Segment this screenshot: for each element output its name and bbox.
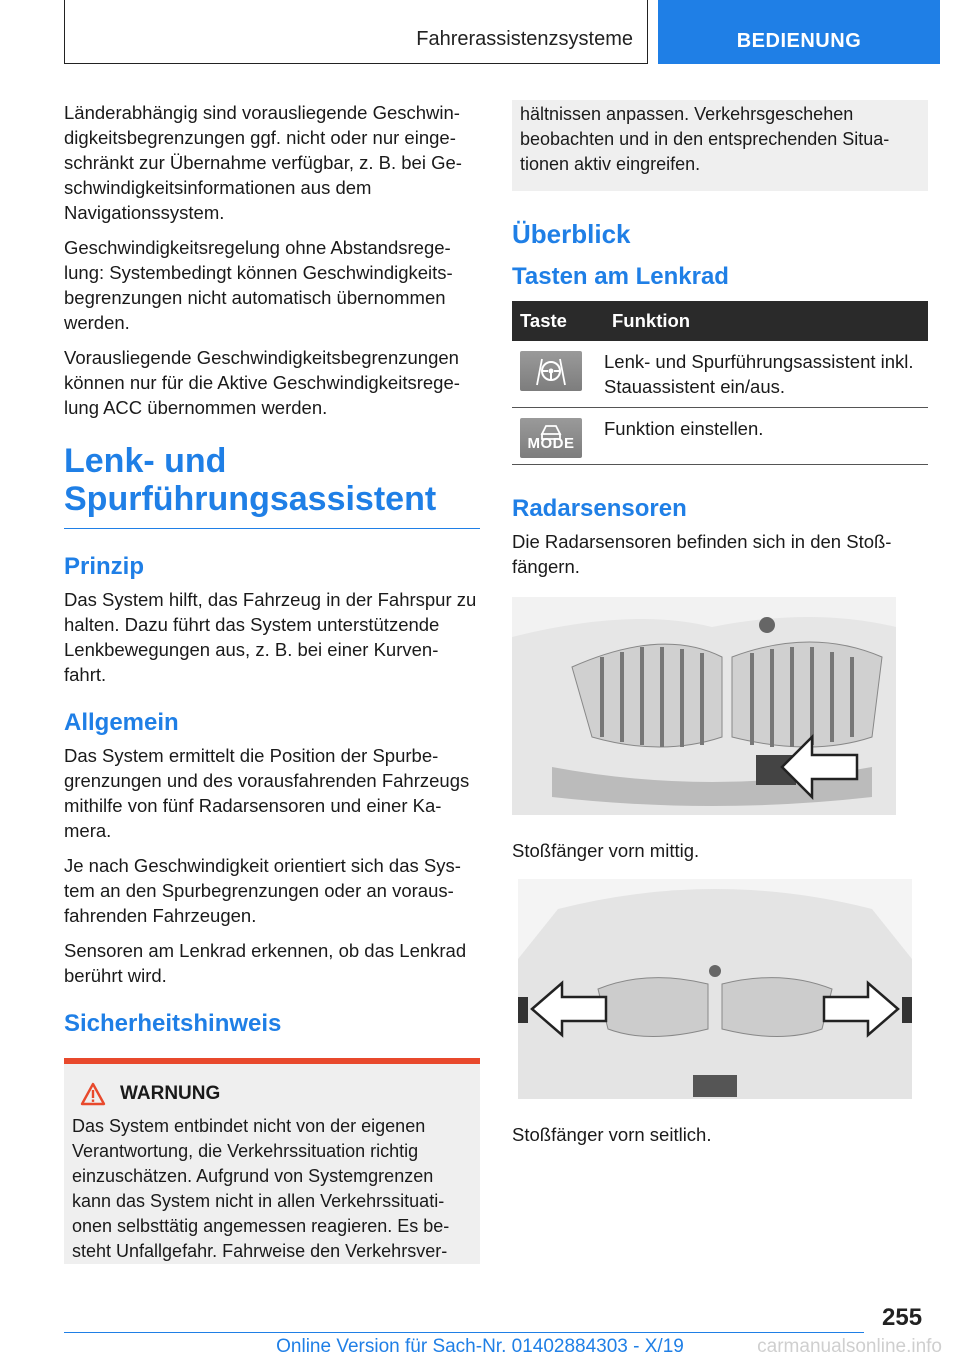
- table-cell-icon: [512, 408, 604, 465]
- table-row: [512, 408, 928, 465]
- header-section-box: [64, 0, 648, 64]
- table-cell-function: Funktion einstellen.: [604, 408, 928, 465]
- caption-side: Stoßfänger vorn seitlich.: [512, 1124, 712, 1145]
- bumper-side-image: [518, 879, 912, 1099]
- lane-assist-icon: [520, 351, 582, 391]
- allgemein-paragraph-2: Je nach Geschwindigkeit orientiert sich das Sys-tem an den Spurbegrenzungen oder an voraus-fahrenden Fahrzeugen.: [64, 855, 461, 926]
- intro-paragraph-2: Geschwindigkeitsregelung ohne Abstandsrege-lung: Systembedingt können Geschwindigkeits-begrenzungen nicht automatisch übernommen werden.: [64, 237, 453, 333]
- right-column: [512, 100, 928, 1147]
- header-section-title: Fahrerassistenzsysteme: [416, 28, 633, 50]
- table-row: [512, 341, 928, 408]
- prinzip-text: Das System hilft, das Fahrzeug in der Fahrspur zu halten. Dazu führt das System unterstützende Lenkbewegungen aus, z. B. bei einer Kurven-fahrt.: [64, 589, 477, 685]
- allgemein-paragraph-1: Das System ermittelt die Position der Spurbe-grenzungen und des vorausfahrenden Fahrzeugs mithilfe von fünf Radarsensoren und einer Ka-mera.: [64, 745, 470, 841]
- buttons-heading: Tasten am Lenkrad: [512, 263, 729, 290]
- overview-heading: Überblick: [512, 219, 631, 249]
- buttons-table: [512, 301, 928, 465]
- warning-triangle-icon: [80, 1082, 106, 1106]
- radar-text: Die Radarsensoren befinden sich in den Stoß-fängern.: [512, 531, 892, 577]
- table-cell-function: Lenk- und Spurführungsassistent inkl. Stauassistent ein/aus.: [604, 341, 928, 408]
- main-heading: Lenk- und Spurführungsassistent: [64, 442, 480, 529]
- warning-box: [64, 1058, 480, 1264]
- prinzip-heading: Prinzip: [64, 553, 145, 580]
- intro-paragraph-3: Vorausliegende Geschwindigkeitsbegrenzungen können nur für die Aktive Geschwindigkeitsrege-lung ACC übernommen werden.: [64, 347, 460, 418]
- warning-label: WARNUNG: [120, 1083, 221, 1104]
- table-cell-icon: [512, 341, 604, 408]
- online-version-footer: Online Version für Sach-Nr. 01402884303 - X/19: [276, 1336, 684, 1357]
- allgemein-paragraph-3: Sensoren am Lenkrad erkennen, ob das Lenkrad berührt wird.: [64, 940, 467, 986]
- watermark: carmanualsonline.info: [757, 1336, 942, 1357]
- caption-center: Stoßfänger vorn mittig.: [512, 840, 700, 861]
- page-number: 255: [882, 1304, 923, 1331]
- footer-line: [64, 1332, 864, 1333]
- mode-label: MODE: [527, 435, 575, 452]
- table-header-function: Funktion: [604, 301, 928, 341]
- mode-button-icon: [520, 418, 582, 458]
- left-column: [64, 100, 480, 1264]
- radar-heading: Radarsensoren: [512, 495, 687, 522]
- header-chapter-tab: BEDIENUNG: [658, 0, 940, 64]
- table-header-row: [512, 301, 928, 341]
- intro-paragraph-1: Länderabhängig sind vorausliegende Geschwin-digkeitsbegrenzungen ggf. nicht oder nur einge-schränkt zur Übernahme verfügbar, z. B. bei Ge-schwindigkeitsinformationen aus dem Navigationssystem.: [64, 102, 462, 223]
- warning-continuation-box: [512, 100, 928, 191]
- warning-text: Das System entbindet nicht von der eigenen Verantwortung, die Verkehrssituation richtig einzuschätzen. Aufgrund von Systemgrenzen kann das System nicht in allen Verkehrssituati-onen selbsttätig angemessen reagieren. Es be-steht Unfallgefahr. Fahrweise den Verkehrsver-: [72, 1116, 450, 1261]
- bumper-center-image: [512, 597, 896, 815]
- allgemein-heading: Allgemein: [64, 709, 179, 736]
- warning-continuation-text: hältnissen anpassen. Verkehrsgeschehen beobachten und in den entsprechenden Situa-tionen aktiv eingreifen.: [520, 104, 890, 174]
- page-header: [0, 0, 960, 66]
- safety-heading: Sicherheitshinweis: [64, 1010, 282, 1037]
- warning-header: [72, 1082, 472, 1106]
- table-header-key: Taste: [512, 301, 604, 341]
